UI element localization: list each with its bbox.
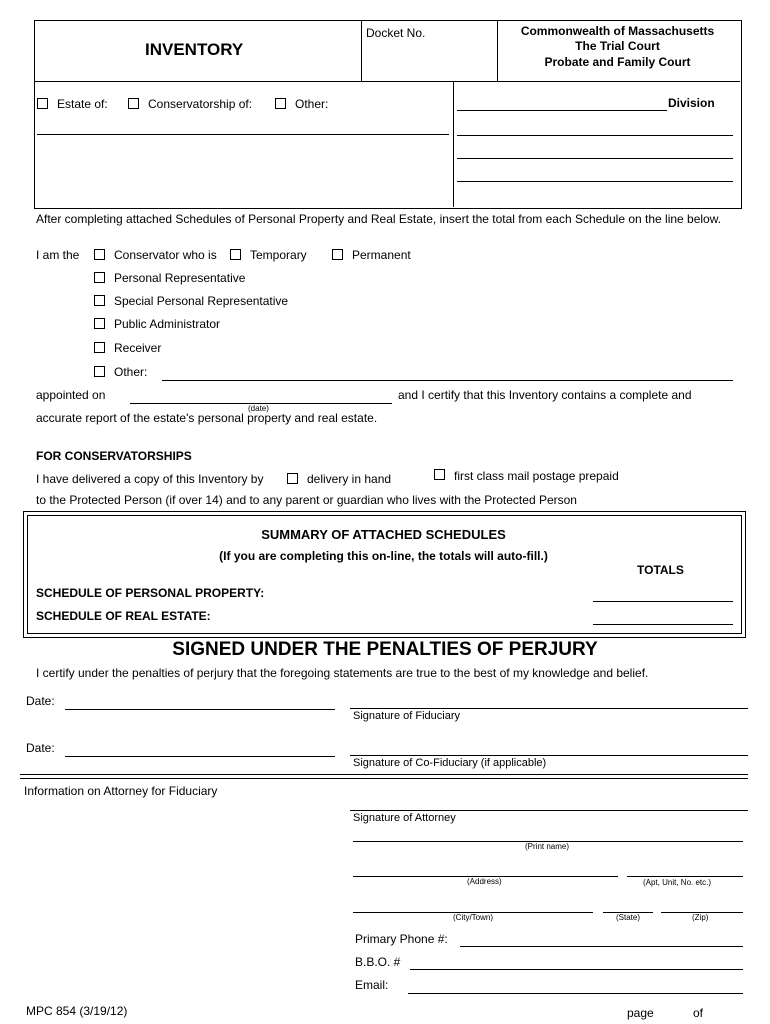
totals-label: TOTALS — [637, 563, 684, 577]
conservator-checkbox[interactable] — [94, 249, 105, 260]
co-fiduciary-signature-line[interactable] — [350, 755, 748, 756]
real-estate-label: SCHEDULE OF REAL ESTATE: — [36, 609, 211, 623]
attorney-divider-bottom — [20, 778, 748, 779]
docket-divider-right — [497, 20, 498, 81]
signature-attorney-label: Signature of Attorney — [353, 812, 456, 824]
email-line[interactable] — [408, 993, 743, 994]
i-am-the-label: I am the — [36, 248, 80, 262]
perjury-certify-text: I certify under the penalties of perjury that the foregoing statements are true to the best of my knowledge and belief. — [36, 666, 649, 680]
certify-text: and I certify that this Inventory contains a complete and — [398, 388, 692, 402]
conservatorship-of-checkbox[interactable] — [128, 98, 139, 109]
appointed-on-label: appointed on — [36, 388, 106, 402]
role-other-label: Other: — [114, 365, 148, 379]
role-other-line[interactable] — [162, 380, 733, 381]
summary-subheading: (If you are completing this on-line, the totals will auto-fill.) — [219, 549, 548, 563]
docket-label: Docket No. — [366, 26, 426, 40]
summary-heading: SUMMARY OF ATTACHED SCHEDULES — [261, 527, 506, 542]
public-administrator-label: Public Administrator — [114, 317, 221, 331]
estate-other-label: Other: — [295, 97, 329, 111]
division-extra-line-1[interactable] — [457, 135, 733, 136]
division-extra-line-2[interactable] — [457, 158, 733, 159]
permanent-label: Permanent — [352, 248, 411, 262]
temporary-label: Temporary — [250, 248, 307, 262]
division-divider — [453, 81, 454, 207]
personal-representative-label: Personal Representative — [114, 271, 246, 285]
form-title: INVENTORY — [145, 40, 244, 59]
date-label-2: Date: — [26, 741, 55, 755]
estate-name-line[interactable] — [37, 134, 449, 135]
division-line[interactable] — [457, 110, 667, 111]
address-caption: (Address) — [467, 877, 502, 886]
conservatorship-of-label: Conservatorship of: — [148, 97, 253, 111]
bbo-label: B.B.O. # — [355, 955, 401, 969]
division-label: Division — [668, 96, 715, 110]
attorney-signature-line[interactable] — [350, 810, 748, 811]
page-label: page — [627, 1006, 654, 1020]
signature-co-fiduciary-label: Signature of Co-Fiduciary (if applicable) — [353, 757, 547, 769]
accurate-report-text: accurate report of the estate's personal property and real estate. — [36, 411, 378, 425]
date-line-2[interactable] — [65, 756, 335, 757]
first-class-mail-label: first class mail postage prepaid — [454, 469, 619, 483]
apt-caption: (Apt, Unit, No. etc.) — [643, 878, 712, 887]
temporary-checkbox[interactable] — [230, 249, 241, 260]
conservator-label: Conservator who is — [114, 248, 217, 262]
primary-phone-line[interactable] — [460, 946, 743, 947]
apt-line[interactable] — [627, 876, 743, 877]
special-personal-representative-checkbox[interactable] — [94, 295, 105, 306]
court-line-2: The Trial Court — [575, 39, 660, 53]
personal-representative-checkbox[interactable] — [94, 272, 105, 283]
court-line-3: Probate and Family Court — [544, 55, 691, 69]
personal-property-label: SCHEDULE OF PERSONAL PROPERTY: — [36, 586, 265, 600]
permanent-checkbox[interactable] — [332, 249, 343, 260]
email-label: Email: — [355, 978, 389, 992]
fiduciary-signature-line[interactable] — [350, 708, 748, 709]
public-administrator-checkbox[interactable] — [94, 318, 105, 329]
attorney-info-heading: Information on Attorney for Fiduciary — [24, 784, 218, 798]
conservatorships-heading: FOR CONSERVATORSHIPS — [36, 449, 192, 463]
city-caption: (City/Town) — [453, 913, 494, 922]
instructions-text: After completing attached Schedules of Personal Property and Real Estate, insert the total from each Schedule on the line below. — [36, 212, 722, 226]
personal-property-total-line[interactable] — [593, 601, 733, 602]
bbo-line[interactable] — [410, 969, 743, 970]
primary-phone-label: Primary Phone #: — [355, 932, 448, 946]
division-extra-line-3[interactable] — [457, 181, 733, 182]
date-caption: (date) — [248, 404, 269, 413]
protected-person-text: to the Protected Person (if over 14) and to any parent or guardian who lives with the Protected Person — [36, 493, 577, 507]
signature-fiduciary-label: Signature of Fiduciary — [353, 710, 460, 722]
receiver-label: Receiver — [114, 341, 162, 355]
estate-of-checkbox[interactable] — [37, 98, 48, 109]
print-name-caption: (Print name) — [525, 842, 570, 851]
estate-of-label: Estate of: — [57, 97, 108, 111]
special-personal-representative-label: Special Personal Representative — [114, 294, 289, 308]
delivery-in-hand-label: delivery in hand — [307, 472, 392, 486]
delivery-in-hand-checkbox[interactable] — [287, 473, 298, 484]
real-estate-total-line[interactable] — [593, 624, 733, 625]
first-class-mail-checkbox[interactable] — [434, 469, 445, 480]
court-line-1: Commonwealth of Massachusetts — [520, 24, 715, 38]
zip-caption: (Zip) — [692, 913, 709, 922]
delivered-text: I have delivered a copy of this Inventory by — [36, 472, 264, 486]
header-divider — [34, 81, 740, 82]
docket-divider-left — [361, 20, 362, 81]
perjury-heading: SIGNED UNDER THE PENALTIES OF PERJURY — [172, 639, 598, 660]
date-line-1[interactable] — [65, 709, 335, 710]
state-caption: (State) — [616, 913, 641, 922]
attorney-divider-top — [20, 774, 748, 775]
role-other-checkbox[interactable] — [94, 366, 105, 377]
receiver-checkbox[interactable] — [94, 342, 105, 353]
form-id: MPC 854 (3/19/12) — [26, 1004, 128, 1018]
of-label: of — [693, 1006, 704, 1020]
estate-other-checkbox[interactable] — [275, 98, 286, 109]
date-label-1: Date: — [26, 694, 55, 708]
